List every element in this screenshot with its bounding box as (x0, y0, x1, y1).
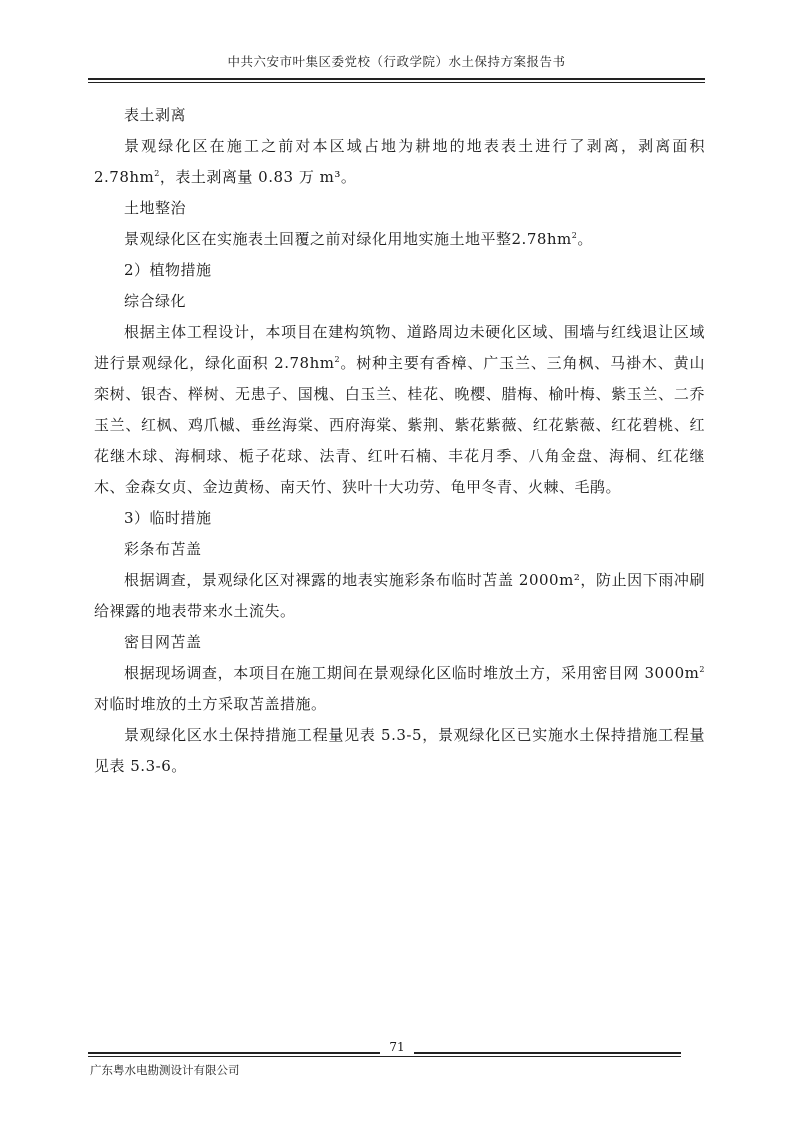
superscript: 2 (154, 169, 160, 178)
paragraph-mesh-cover (94, 658, 705, 720)
superscript: 2 (334, 355, 341, 364)
text: 。树种主要有香樟、广玉兰、三角枫、马褂木、黄山栾树、银杏、榉树、无患子、国槐、白玉兰、桂花、晚樱、腊梅、榆叶梅、紫玉兰、二乔玉兰、红枫、鸡爪槭、垂丝海棠、西府海棠、紫荆、紫花紫薇、红花紫薇、红花碧桃、红花继木球、海桐球、栀子花球、法青、红叶石楠、丰花月季、八角金盘、海桐、红花继木、金森女贞、金边黄杨、南天竹、狭叶十大功劳、龟甲冬青、火棘、毛鹃。 (94, 354, 705, 496)
section-heading-mesh-cover: 密目网苫盖 (124, 633, 202, 651)
paragraph-land-leveling (94, 224, 705, 255)
page-header-title: 中共六安市叶集区委党校（行政学院）水土保持方案报告书 (227, 54, 566, 69)
superscript: 2 (699, 665, 705, 674)
text: 根据现场调查，本项目在施工期间在景观绿化区临时堆放土方，采用密目网 3000m (124, 664, 700, 682)
document-body (94, 100, 705, 782)
text: 根据主体工程设计，本项目在建构筑物、道路周边未硬化区域、围墙与红线退让区域进行景观绿化，绿化面积 2.78hm (94, 323, 705, 372)
footer-company: 广东粤水电勘测设计有限公司 (90, 1063, 240, 1077)
footer-rule-thin (88, 1056, 681, 1057)
paragraph-tarp-cover: 根据调查，景观绿化区对裸露的地表实施彩条布临时苫盖 2000m²，防止因下雨冲刷给裸露的地表带来水土流失。 (94, 571, 705, 620)
section-heading-land-leveling: 土地整治 (124, 199, 187, 217)
section-heading-topsoil-stripping: 表土剥离 (124, 106, 187, 124)
text: ，表土剥离量 0.83 万 m³。 (159, 168, 357, 186)
section-heading-greening: 综合绿化 (124, 292, 187, 310)
text: 对临时堆放的土方采取苫盖措施。 (94, 695, 327, 713)
text: 。 (577, 230, 593, 248)
paragraph-topsoil-stripping (94, 131, 705, 193)
section-heading-tarp-cover: 彩条布苫盖 (124, 540, 202, 558)
page-number: 71 (380, 1040, 414, 1054)
text: 景观绿化区在施工之前对本区域占地为耕地的地表表土进行了剥离，剥离面积2.78hm (94, 137, 705, 186)
superscript: 2 (571, 231, 578, 240)
header-rule-thin (88, 82, 705, 83)
header-rule (88, 78, 705, 80)
paragraph-table-reference: 景观绿化区水土保持措施工程量见表 5.3-5，景观绿化区已实施水土保持措施工程量见表 5.3-6。 (94, 726, 705, 775)
section-heading-plant-measures: 2）植物措施 (124, 261, 212, 279)
text: 景观绿化区在实施表土回覆之前对绿化用地实施土地平整2.78hm (124, 230, 572, 248)
section-heading-temporary-measures: 3）临时措施 (124, 509, 212, 527)
paragraph-greening (94, 317, 705, 503)
